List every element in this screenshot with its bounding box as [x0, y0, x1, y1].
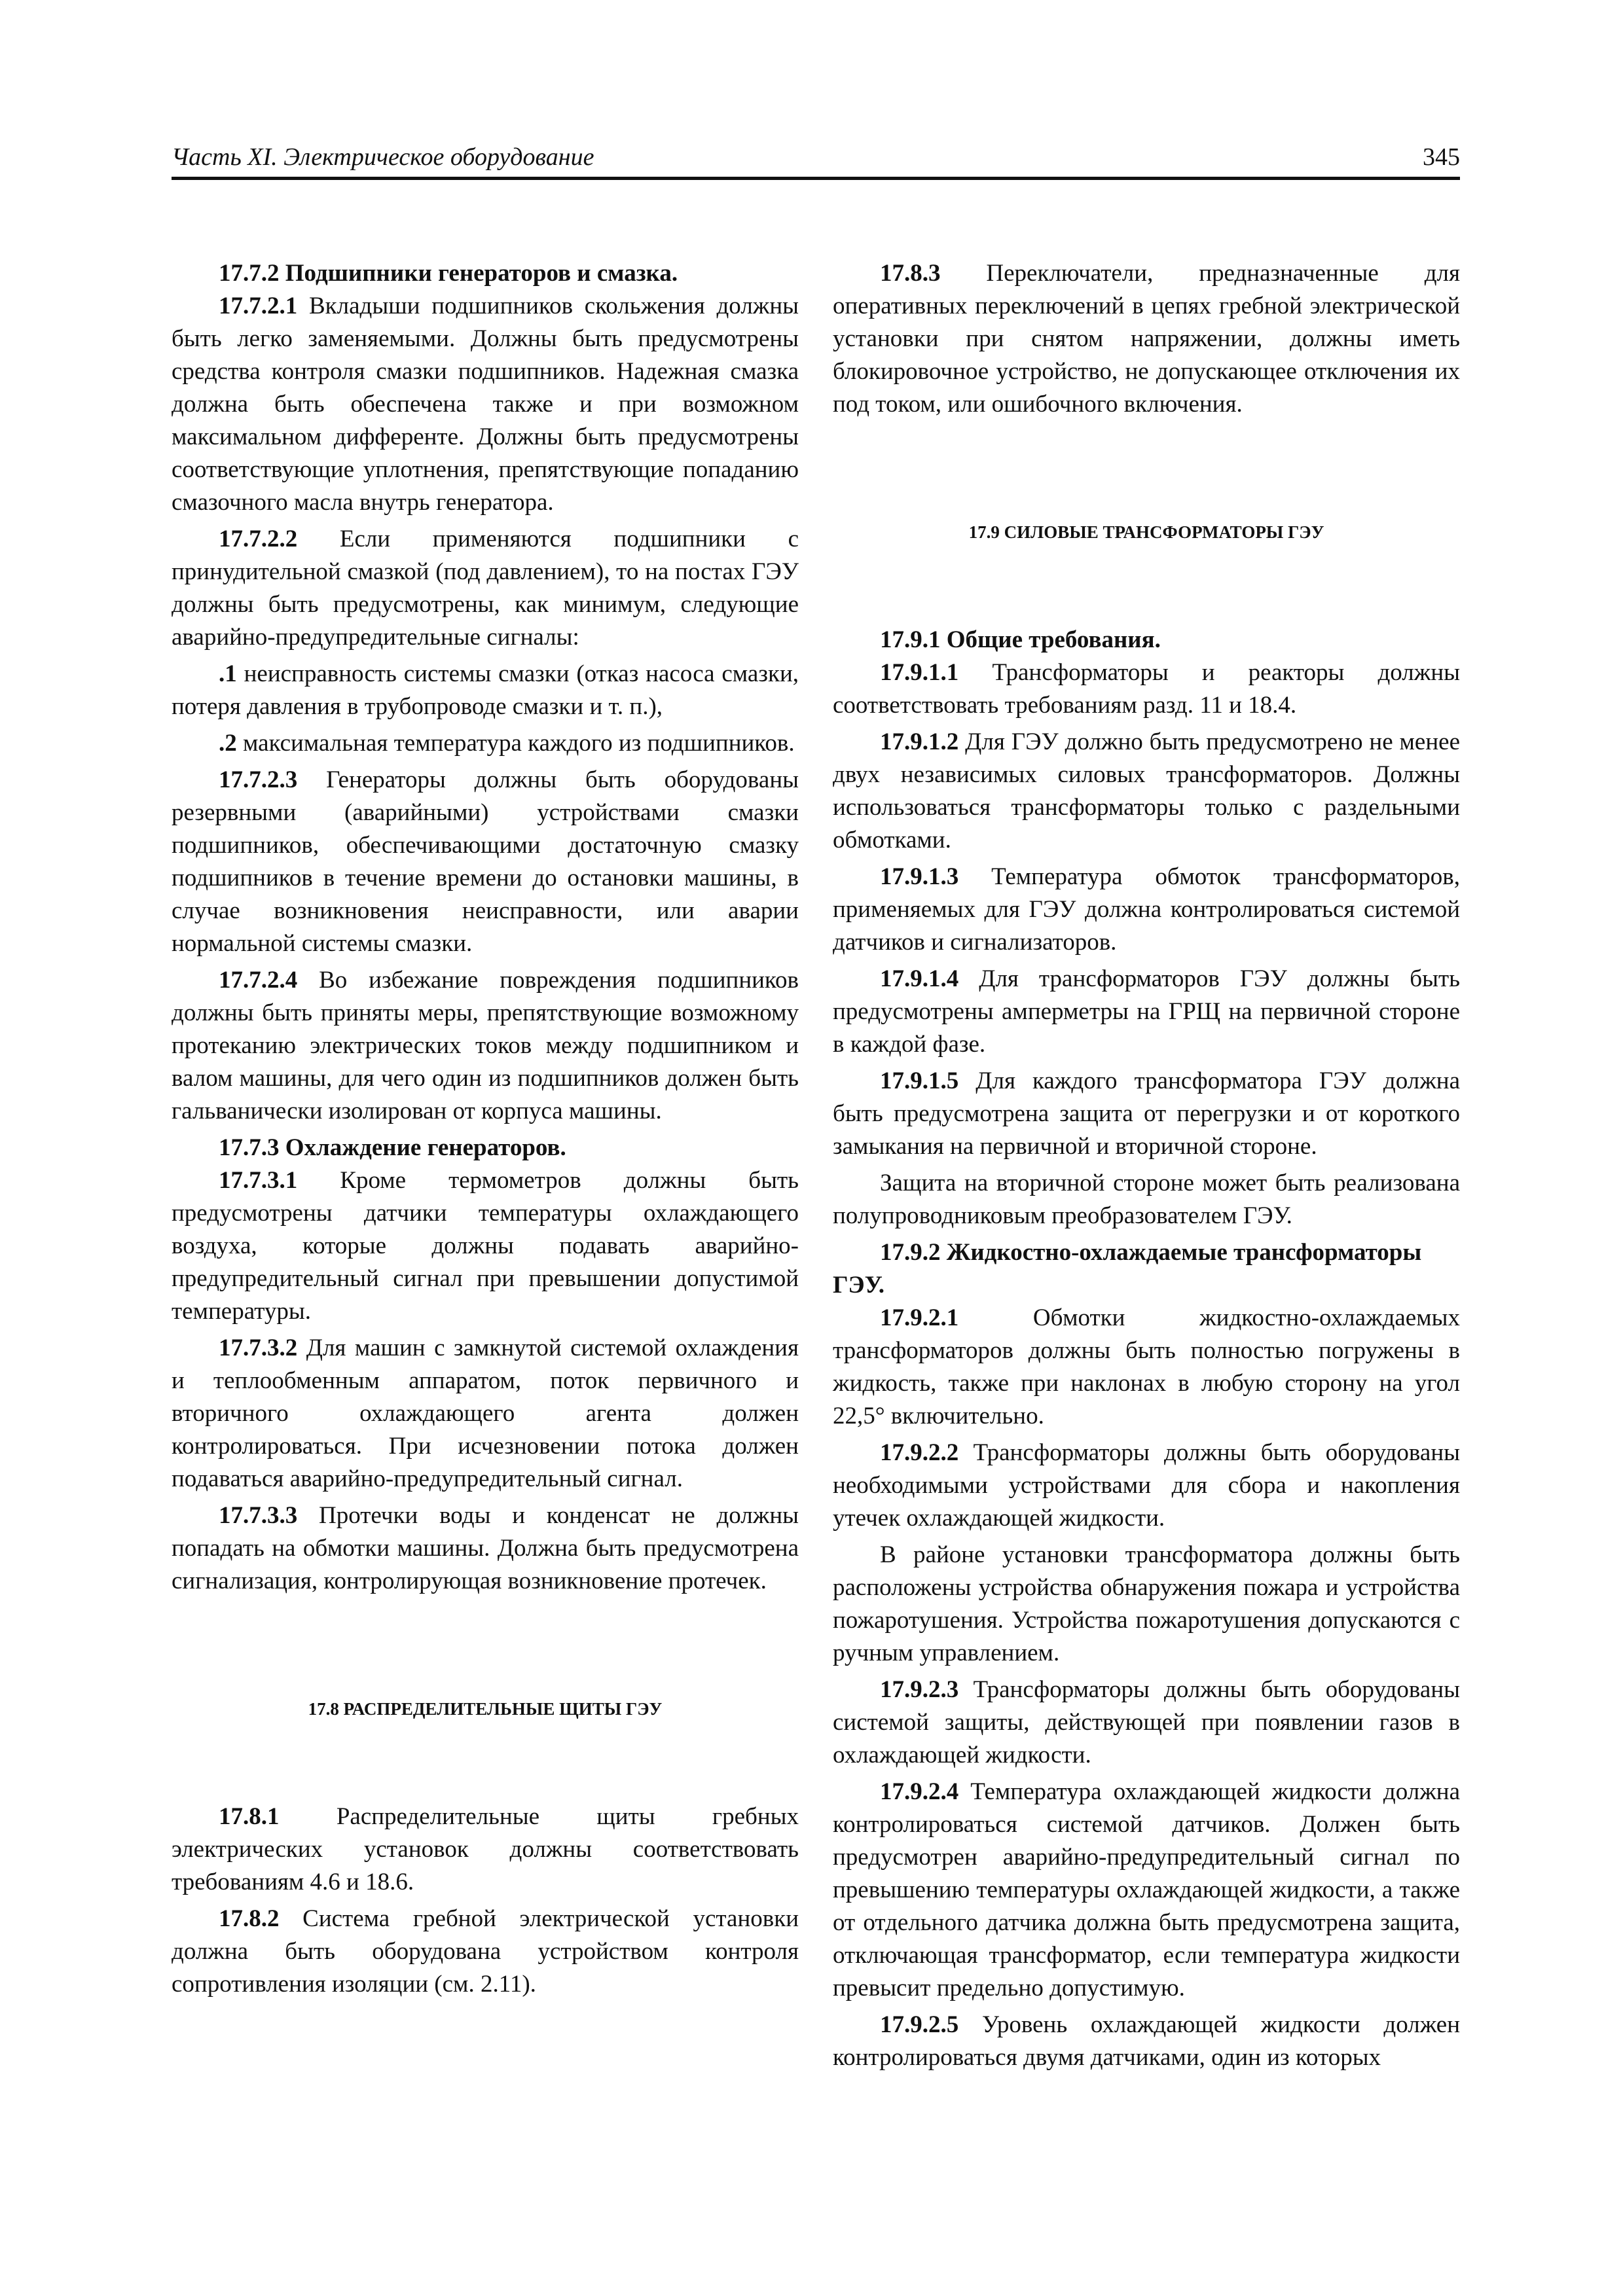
paragraph	[172, 1903, 799, 2001]
paragraph	[833, 1302, 1460, 1433]
paragraph	[833, 1776, 1460, 2005]
paragraph-text: Генераторы должны быть оборудованы резервными (аварийными) устройствами смазки подшипников, обеспечивающими достаточную смазку подшипников в течение времени до остановки машины, в случае возникновения неисправности, или аварии нормальной системы смазки.	[172, 766, 799, 957]
paragraph-text: Переключатели, предназначенные для оперативных переключений в цепях гребной электрической установки при снятом напряжении, должны иметь блокировочное устройство, не допускающее отключения их под током, или ошибочного включения.	[833, 260, 1460, 418]
clause-number: 17.7.3.1	[219, 1167, 298, 1194]
clause-number: 17.9.2.4	[880, 1778, 959, 1805]
clause-number: 17.9.2.5	[880, 2011, 959, 2038]
paragraph	[172, 1164, 799, 1328]
paragraph	[833, 257, 1460, 421]
paragraph	[833, 861, 1460, 959]
clause-number: 17.7.2.1	[219, 293, 298, 319]
clause-number: 17.7.2.3	[219, 766, 298, 793]
paragraph	[172, 523, 799, 654]
paragraph	[172, 1332, 799, 1496]
subsection-heading: 17.7.3 Охлаждение генераторов.	[219, 1134, 566, 1161]
clause-number: .1	[219, 660, 237, 687]
clause-number: 17.9.1.1	[880, 659, 959, 686]
page-number: 345	[1423, 143, 1460, 171]
page-header	[172, 143, 1460, 180]
paragraph	[833, 963, 1460, 1061]
paragraph	[833, 656, 1460, 722]
paragraph	[833, 1437, 1460, 1535]
paragraph-text: Протечки воды и конденсат не должны попадать на обмотки машины. Должна быть предусмотрена сигнализация, контролирующая возникновение протечек.	[172, 1502, 799, 1594]
paragraph	[833, 1167, 1460, 1232]
clause-number: 17.7.2.4	[219, 967, 298, 994]
paragraph-text: Если применяются подшипники с принудительной смазкой (под давлением), то на постах ГЭУ должны быть предусмотрены, как минимум, следующие аварийно-предупредительные сигналы:	[172, 526, 799, 651]
clause-number: 17.9.2.2	[880, 1439, 959, 1466]
clause-number: 17.9.2.1	[880, 1304, 959, 1331]
paragraph-text: Уровень охлаждающей жидкости должен контролироваться двумя датчиками, один из которых	[833, 2011, 1460, 2071]
paragraph-text: Для машин с замкнутой системой охлаждения и теплообменным аппаратом, поток первичного и вторичного охлаждающего агента должен контролироваться. При исчезновении потока должен подаваться аварийно-предупредительный сигнал.	[172, 1335, 799, 1492]
paragraph	[172, 1499, 799, 1598]
paragraph-text: неисправность системы смазки (отказ насоса смазки, потеря давления в трубопроводе смазки и т. п.),	[172, 660, 799, 720]
paragraph-text: Вкладыши подшипников скольжения должны быть легко заменяемыми. Должны быть предусмотрены средства контроля смазки подшипников. Надежная смазка должна быть обеспечена также и при возможном максимальном дифференте. Должны быть предусмотрены соответствующие уплотнения, препятствующие попаданию смазочного масла внутрь генератора.	[172, 293, 799, 516]
right-column	[833, 257, 1460, 2078]
clause-number: 17.7.3.3	[219, 1502, 298, 1529]
paragraph-text: Распределительные щиты гребных электрических установок должны соответствовать требованиям 4.6 и 18.6.	[172, 1803, 799, 1895]
paragraph-text: В районе установки трансформатора должны быть расположены устройства обнаружения пожара и устройства пожаротушения. Устройства пожаротушения допускаются с ручным управлением.	[833, 1541, 1460, 1666]
clause-number: 17.8.2	[219, 1905, 280, 1932]
paragraph-text: Трансформаторы и реакторы должны соответствовать требованиям разд. 11 и 18.4.	[833, 659, 1460, 719]
paragraph-text: Трансформаторы должны быть оборудованы необходимыми устройствами для сбора и накопления утечек охлаждающей жидкости.	[833, 1439, 1460, 1532]
paragraph-text: Защита на вторичной стороне может быть реализована полупроводниковым преобразователем ГЭУ.	[833, 1170, 1460, 1229]
clause-number: 17.7.3.2	[219, 1335, 298, 1361]
clause-number: 17.8.1	[219, 1803, 280, 1830]
paragraph-text: Для ГЭУ должно быть предусмотрено не менее двух независимых силовых трансформаторов. Должны использоваться трансформаторы только с раздельными обмотками.	[833, 728, 1461, 853]
section-title: 17.8 РАСПРЕДЕЛИТЕЛЬНЫЕ ЩИТЫ ГЭУ	[308, 1699, 663, 1719]
subsection-heading: 17.7.2 Подшипники генераторов и смазка.	[219, 260, 678, 287]
paragraph	[172, 964, 799, 1128]
paragraph	[833, 1539, 1460, 1670]
paragraph-text: Трансформаторы должны быть оборудованы системой защиты, действующей при появлении газов в охлаждающей жидкости.	[833, 1676, 1460, 1768]
paragraph	[833, 726, 1460, 857]
paragraph-text: Обмотки жидкостно-охлаждаемых трансформаторов должны быть полностью погружены в жидкость, также при наклонах в любую сторону на угол 22,5° включительно.	[833, 1304, 1461, 1429]
paragraph-text: Во избежание повреждения подшипников должны быть приняты меры, препятствующие возможному протеканию электрических токов между подшипником и валом машины, для чего один из подшипников должен быть гальванически изолирован от корпуса машины.	[172, 967, 799, 1124]
paragraph-text: Температура обмоток трансформаторов, применяемых для ГЭУ должна контролироваться системой датчиков и сигнализаторов.	[833, 863, 1460, 956]
clause-number: 17.9.1.4	[880, 965, 959, 992]
paragraph-text: Кроме термометров должны быть предусмотрены датчики температуры охлаждающего воздуха, которые должны подавать аварийно-предупредительный сигнал при превышении допустимой температуры.	[172, 1167, 799, 1325]
clause-number: 17.9.1.5	[880, 1067, 959, 1094]
subsection-heading: 17.9.2 Жидкостно-охлаждаемые трансформаторы ГЭУ.	[833, 1239, 1422, 1299]
section-title: 17.9 СИЛОВЫЕ ТРАНСФОРМАТОРЫ ГЭУ	[968, 522, 1324, 542]
running-header-title: Часть XI. Электрическое оборудование	[172, 143, 594, 171]
paragraph	[172, 1801, 799, 1899]
paragraph-text: максимальная температура каждого из подшипников.	[243, 730, 795, 757]
clause-number: 17.9.1.3	[880, 863, 959, 890]
paragraph-text: Температура охлаждающей жидкости должна контролироваться системой датчиков. Должен быть предусмотрен аварийно-предупредительный сигнал по превышению температуры охлаждающей жидкости, а также от отдельного датчика должна быть предусмотрена защита, отключающая трансформатор, если температура жидкости превысит предельно допустимую.	[833, 1778, 1460, 2001]
paragraph	[833, 2009, 1460, 2074]
paragraph	[172, 658, 799, 723]
clause-number: 17.8.3	[880, 260, 941, 287]
left-column	[172, 257, 799, 2005]
clause-number: 17.9.1.2	[880, 728, 959, 755]
paragraph	[172, 727, 799, 760]
paragraph	[172, 764, 799, 960]
clause-number: 17.9.2.3	[880, 1676, 959, 1703]
clause-number: .2	[219, 730, 237, 757]
paragraph	[833, 1065, 1460, 1163]
paragraph	[172, 290, 799, 519]
paragraph-text: Для каждого трансформатора ГЭУ должна быть предусмотрена защита от перегрузки и от короткого замыкания на первичной и вторичной стороне.	[833, 1067, 1460, 1160]
subsection-heading: 17.9.1 Общие требования.	[880, 626, 1161, 653]
clause-number: 17.7.2.2	[219, 526, 298, 552]
paragraph	[833, 1674, 1460, 1772]
paragraph-text: Для трансформаторов ГЭУ должны быть предусмотрены амперметры на ГРЩ на первичной стороне в каждой фазе.	[833, 965, 1460, 1058]
paragraph-text: Система гребной электрической установки должна быть оборудована устройством контроля сопротивления изоляции (см. 2.11).	[172, 1905, 799, 1998]
